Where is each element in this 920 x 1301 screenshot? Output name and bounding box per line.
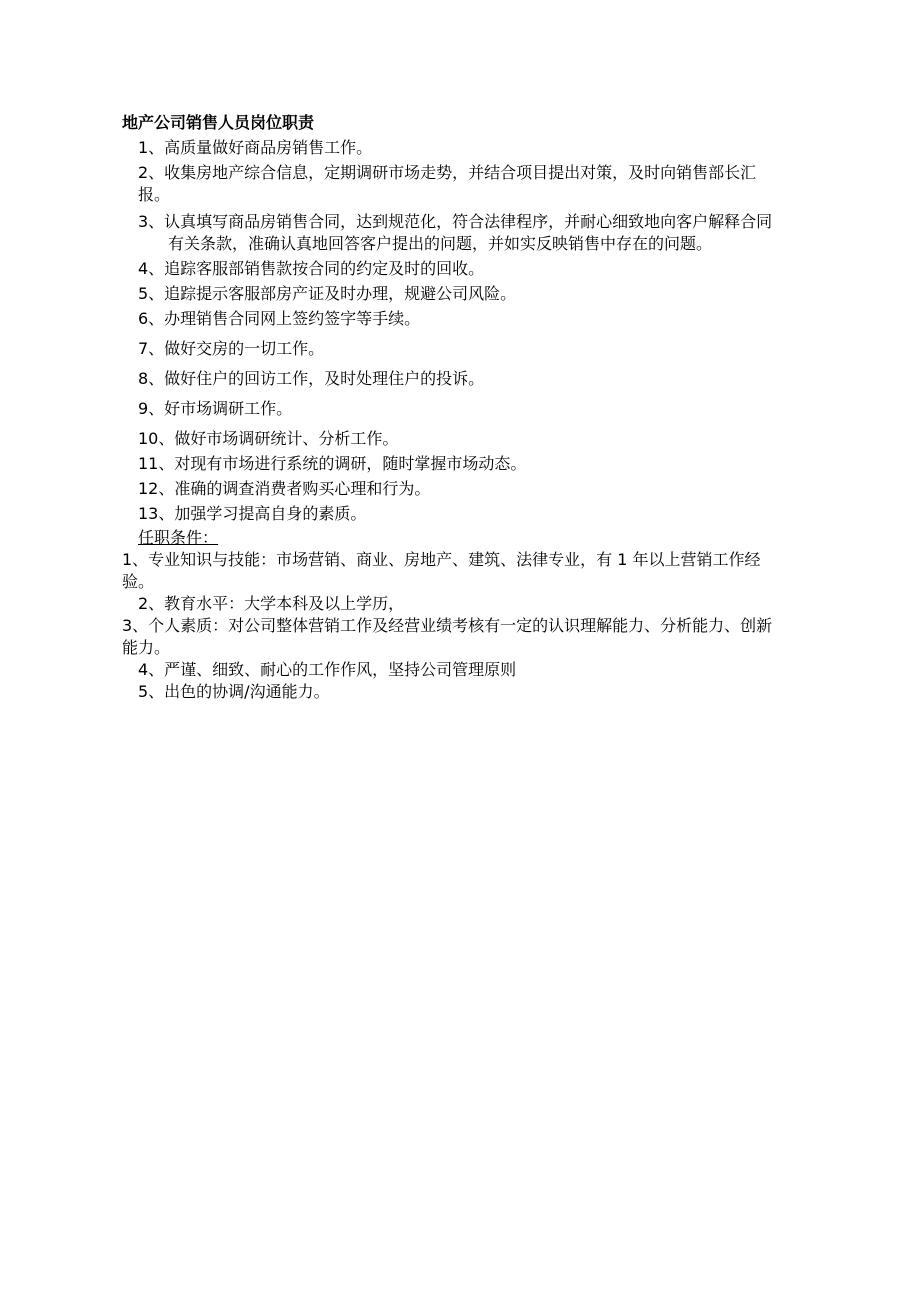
duty-item-12: 12、准确的调查消费者购买心理和行为。 <box>138 479 431 498</box>
duty-item-8: 8、做好住户的回访工作，及时处理住户的投诉。 <box>138 369 485 388</box>
document-body <box>122 112 787 703</box>
requirement-item-3: 3、个人素质：对公司整体营销工作及经营业绩考核有一定的认识理解能力、分析能力、创新能力。 <box>122 616 773 657</box>
duty-item-11: 11、对现有市场进行系统的调研，随时掌握市场动态。 <box>138 454 527 473</box>
duty-item-4: 4、追踪客服部销售款按合同的约定及时的回收。 <box>138 259 485 278</box>
duty-item-6: 6、办理销售合同网上签约签字等手续。 <box>138 309 421 328</box>
duty-item-10: 10、做好市场调研统计、分析工作。 <box>138 429 399 448</box>
duty-item-13: 13、加强学习提高自身的素质。 <box>138 504 367 523</box>
requirement-item-2: 2、教育水平：大学本科及以上学历， <box>138 594 405 613</box>
duty-item-5: 5、追踪提示客服部房产证及时办理，规避公司风险。 <box>138 284 517 303</box>
requirement-item-1: 1、专业知识与技能：市场营销、商业、房地产、建筑、法律专业，有 1 年以上营销工作经验。 <box>122 550 761 591</box>
duty-item-9: 9、好市场调研工作。 <box>138 399 293 418</box>
requirement-item-5: 5、出色的协调/沟通能力。 <box>138 682 330 701</box>
duty-item-2: 2、收集房地产综合信息，定期调研市场走势，并结合项目提出对策，及时向销售部长汇报。 <box>138 163 757 204</box>
requirement-item-4: 4、严谨、细致、耐心的工作作风，坚持公司管理原则 <box>138 660 517 679</box>
duty-item-1: 1、高质量做好商品房销售工作。 <box>138 138 373 157</box>
duty-item-7: 7、做好交房的一切工作。 <box>138 339 325 358</box>
duty-item-3: 3、认真填写商品房销售合同，达到规范化，符合法律程序，并耐心细致地向客户解释合同有关条款，准确认真地回答客户提出的问题，并如实反映销售中存在的问题。 <box>138 212 773 253</box>
document-title: 地产公司销售人员岗位职责 <box>122 113 315 132</box>
requirements-heading: 任职条件： <box>138 528 219 547</box>
